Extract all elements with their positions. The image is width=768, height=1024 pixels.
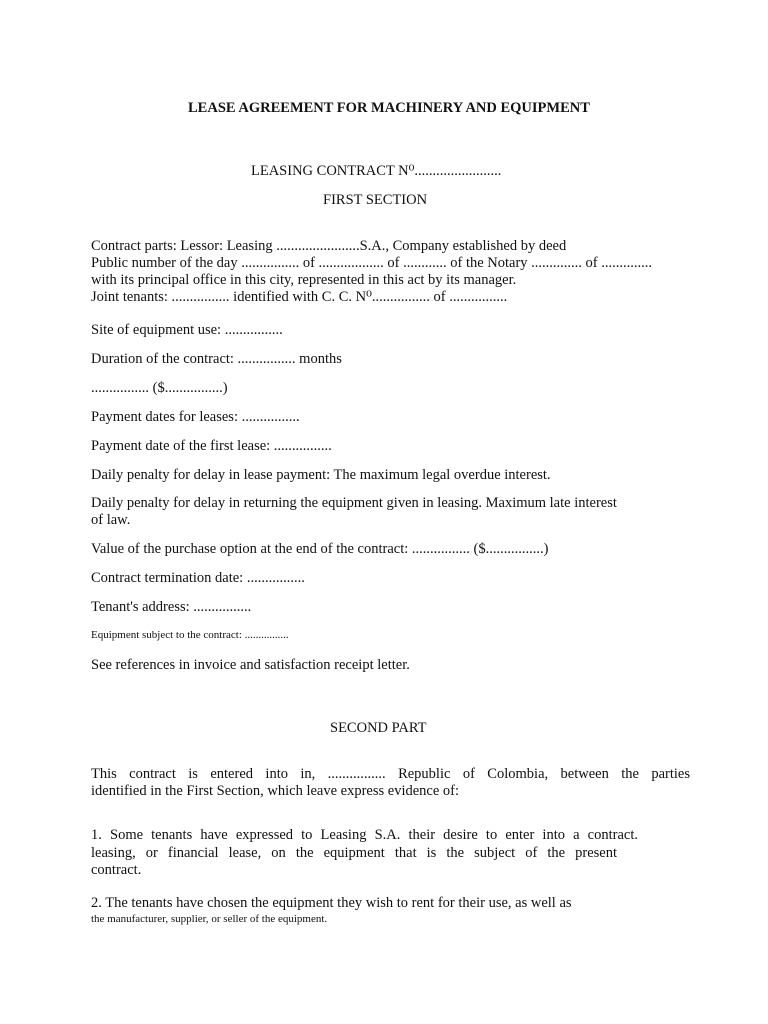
- clause-1-line-2: leasing, or financial lease, on the equipment that is the subject of the present: [91, 845, 617, 861]
- clause-2-line-2: the manufacturer, supplier, or seller of the equipment.: [91, 913, 328, 925]
- field-payment-dates: Payment dates for leases: ................: [91, 409, 300, 425]
- document-title: LEASE AGREEMENT FOR MACHINERY AND EQUIPMENT: [188, 100, 590, 116]
- clause-2-line-1: 2. The tenants have chosen the equipment they wish to rent for their use, as well as: [91, 895, 572, 911]
- field-tenant-address: Tenant's address: ................: [91, 599, 252, 615]
- second-part-heading: SECOND PART: [330, 720, 427, 736]
- contract-number: LEASING CONTRACT N⁰........................: [251, 163, 502, 179]
- first-section-heading: FIRST SECTION: [323, 192, 428, 208]
- field-termination-date: Contract termination date: ................: [91, 570, 305, 586]
- clause-1-line-1: 1. Some tenants have expressed to Leasing S.A. their desire to enter into a contract.: [91, 827, 638, 843]
- field-penalty-payment: Daily penalty for delay in lease payment: The maximum legal overdue interest.: [91, 467, 551, 483]
- field-references: See references in invoice and satisfaction receipt letter.: [91, 657, 410, 673]
- parties-line-2: Public number of the day ................ of .................. of ............ of the Notary .............. of ..............: [91, 255, 652, 271]
- field-site: Site of equipment use: ................: [91, 322, 283, 338]
- field-penalty-return-line-1: Daily penalty for delay in returning the equipment given in leasing. Maximum late interest: [91, 495, 617, 511]
- field-equipment-subject: Equipment subject to the contract: ................: [91, 629, 289, 641]
- field-amount: ................ ($................): [91, 380, 228, 396]
- clause-1-line-3: contract.: [91, 862, 142, 878]
- parties-line-4: Joint tenants: ................ identified with C. C. N⁰................ of ................: [91, 289, 508, 305]
- field-purchase-option: Value of the purchase option at the end of the contract: ................ ($................): [91, 541, 549, 557]
- field-first-payment: Payment date of the first lease: ................: [91, 438, 332, 454]
- field-duration: Duration of the contract: ................ months: [91, 351, 342, 367]
- parties-line-1: Contract parts: Lessor: Leasing .......................S.A., Company established by deed: [91, 238, 567, 254]
- parties-line-3: with its principal office in this city, represented in this act by its manager.: [91, 272, 517, 288]
- intro-line-2: identified in the First Section, which leave express evidence of:: [91, 783, 460, 799]
- field-penalty-return-line-2: of law.: [91, 512, 131, 528]
- intro-line-1: This contract is entered into in, ................ Republic of Colombia, between the parties: [91, 766, 690, 782]
